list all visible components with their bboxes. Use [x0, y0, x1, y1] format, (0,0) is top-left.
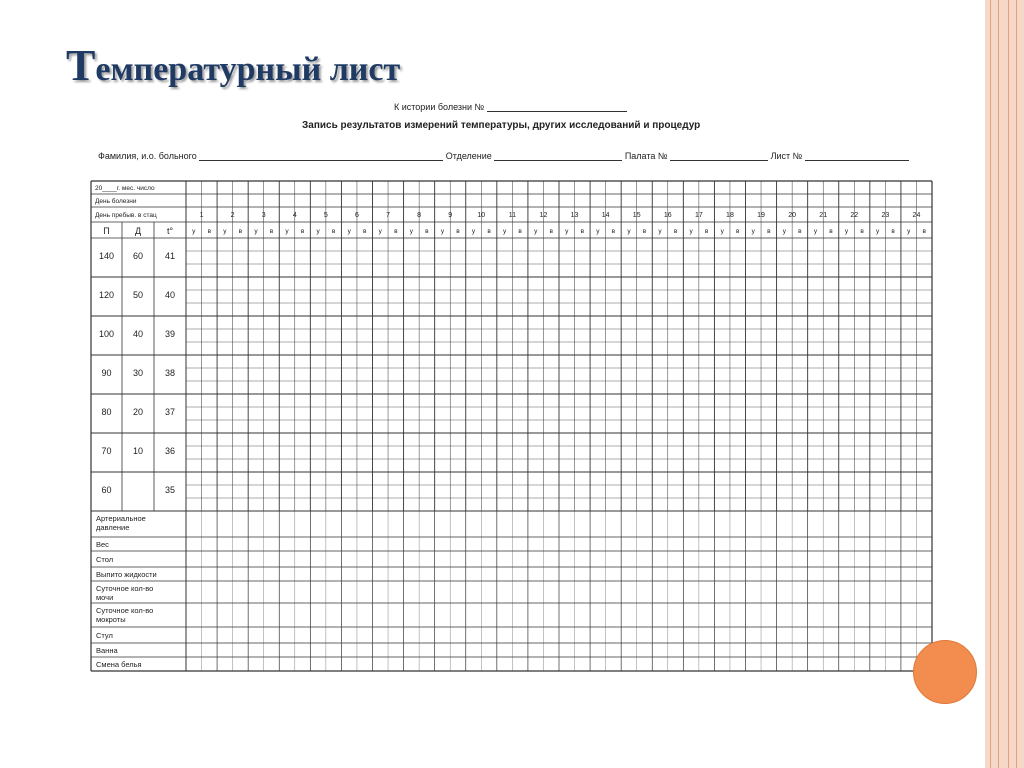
day-number: 24 — [912, 212, 921, 219]
bottom-row-label: Смена белья — [96, 660, 142, 669]
morning-label: у — [627, 228, 631, 235]
temperature-scale-value: 37 — [164, 407, 176, 417]
day-number: 23 — [881, 212, 890, 219]
pulse-scale-value: 60 — [101, 485, 112, 495]
evening-label: в — [425, 228, 429, 235]
morning-label: у — [347, 228, 351, 235]
evening-label: в — [611, 228, 616, 235]
date-row-label: 20____г. мес. число — [95, 185, 155, 192]
day-number: 10 — [477, 212, 486, 219]
evening-label: в — [238, 228, 243, 235]
day-number: 6 — [355, 212, 359, 219]
bottom-row-label-line: Суточное кол-во — [96, 606, 154, 615]
temperature-scale-value: 38 — [164, 368, 176, 378]
evening-label: в — [207, 228, 212, 235]
temperature-scale-value: 41 — [164, 251, 176, 261]
pressure-scale-value: 20 — [132, 407, 144, 417]
temperature-scale-value: 40 — [164, 290, 176, 300]
day-number: 5 — [323, 212, 328, 219]
evening-label: в — [736, 228, 740, 235]
evening-label: в — [300, 228, 305, 235]
day-number: 18 — [726, 212, 734, 219]
day-number: 8 — [417, 212, 422, 219]
bottom-row-label: Стул — [96, 631, 113, 640]
morning-label: у — [565, 228, 569, 235]
evening-label: в — [580, 228, 585, 235]
bottom-row-label-line: Суточное кол-во — [96, 584, 154, 593]
decorative-orange-circle — [913, 640, 977, 704]
pulse-scale-value: 140 — [98, 251, 115, 261]
day-number: 9 — [448, 212, 453, 219]
day-number: 15 — [632, 212, 641, 219]
pressure-scale-value: 60 — [132, 251, 144, 261]
day-number: 7 — [386, 212, 390, 219]
morning-label: у — [192, 228, 196, 235]
pulse-column-header: П — [103, 226, 110, 236]
evening-label: в — [829, 228, 833, 235]
evening-label: в — [922, 228, 926, 235]
day-stay-label: День пребыв. в стац — [95, 212, 157, 219]
bottom-row-label-line: давление — [96, 523, 130, 532]
morning-label: у — [534, 228, 538, 235]
morning-label: у — [844, 228, 849, 235]
bottom-row-label — [96, 606, 153, 624]
evening-label: в — [767, 228, 771, 235]
slide-title-initial: Т — [66, 41, 96, 90]
temperature-column-header: t° — [166, 226, 174, 236]
evening-label: в — [269, 228, 274, 235]
sheet-label: Лист № — [770, 151, 803, 161]
bottom-row-label-line: Артериальное — [96, 514, 146, 523]
pulse-scale-value: 90 — [101, 368, 112, 378]
morning-label: у — [440, 228, 445, 235]
day-number: 4 — [292, 212, 297, 219]
morning-label: у — [596, 228, 600, 235]
morning-label: у — [223, 228, 227, 235]
morning-label: у — [751, 228, 755, 235]
bottom-row-label — [96, 584, 153, 602]
morning-label: у — [875, 228, 880, 235]
bottom-row-label: Стол — [96, 555, 114, 564]
pulse-scale-value: 70 — [101, 446, 112, 456]
morning-label: у — [471, 228, 476, 235]
history-number-label: К истории болезни № — [394, 102, 485, 112]
evening-label: в — [891, 228, 895, 235]
evening-label: в — [798, 228, 802, 235]
evening-label: в — [549, 228, 553, 235]
ward-label: Палата № — [624, 151, 668, 161]
evening-label: в — [673, 228, 678, 235]
morning-label: у — [907, 228, 911, 235]
slide-title-rest: емпературный лист — [95, 51, 401, 88]
patient-name-label: Фамилия, и.о. больного — [98, 151, 197, 161]
temperature-scale-value: 39 — [164, 329, 176, 339]
morning-label: у — [502, 228, 507, 235]
day-number: 21 — [819, 212, 828, 219]
department-label: Отделение — [445, 151, 492, 161]
bottom-row-label-line: мокроты — [96, 615, 126, 624]
day-illness-label: День болезни — [95, 198, 137, 205]
evening-label: в — [456, 228, 460, 235]
evening-label: в — [394, 228, 398, 235]
evening-label: в — [487, 228, 491, 235]
evening-label: в — [518, 228, 522, 235]
day-number: 11 — [508, 212, 517, 219]
morning-label: у — [316, 228, 320, 235]
evening-label: в — [642, 228, 647, 235]
evening-label: в — [860, 228, 864, 235]
form-subtitle: Запись результатов измерений температуры, других исследований и процедур — [302, 120, 701, 131]
day-number: 13 — [570, 212, 579, 219]
evening-label: в — [704, 228, 709, 235]
day-number: 3 — [261, 212, 266, 219]
pressure-scale-value: 30 — [132, 368, 144, 378]
pulse-scale-value: 80 — [101, 407, 112, 417]
bottom-row-label: Ванна — [96, 646, 118, 655]
morning-label: у — [782, 228, 786, 235]
morning-label: у — [813, 228, 818, 235]
day-number: 1 — [199, 212, 204, 219]
bottom-row-label-line: мочи — [96, 593, 114, 602]
morning-label: у — [285, 228, 289, 235]
morning-label: у — [378, 228, 382, 235]
bottom-row-label: Выпито жидкости — [96, 570, 157, 579]
pulse-scale-value: 100 — [98, 329, 115, 339]
temperature-scale-value: 36 — [164, 446, 176, 456]
day-number: 22 — [850, 212, 859, 219]
day-number: 14 — [601, 212, 610, 219]
day-number: 19 — [757, 212, 765, 219]
morning-label: у — [254, 228, 258, 235]
pressure-column-header: Д — [134, 226, 142, 236]
pressure-scale-value: 40 — [132, 329, 144, 339]
bottom-row-label — [96, 514, 146, 532]
evening-label: в — [331, 228, 336, 235]
day-number: 20 — [788, 212, 797, 219]
pressure-scale-value: 50 — [132, 290, 144, 300]
day-number: 12 — [539, 212, 548, 219]
evening-label: в — [363, 228, 367, 235]
morning-label: у — [658, 228, 662, 235]
day-number: 2 — [230, 212, 235, 219]
bottom-row-label: Вес — [96, 540, 109, 549]
morning-label: у — [689, 228, 693, 235]
morning-label: у — [409, 228, 413, 235]
pressure-scale-value: 10 — [132, 446, 144, 456]
day-number: 16 — [663, 212, 672, 219]
pulse-scale-value: 120 — [98, 290, 115, 300]
temperature-scale-value: 35 — [164, 485, 176, 495]
day-number: 17 — [694, 212, 703, 219]
morning-label: у — [720, 228, 724, 235]
